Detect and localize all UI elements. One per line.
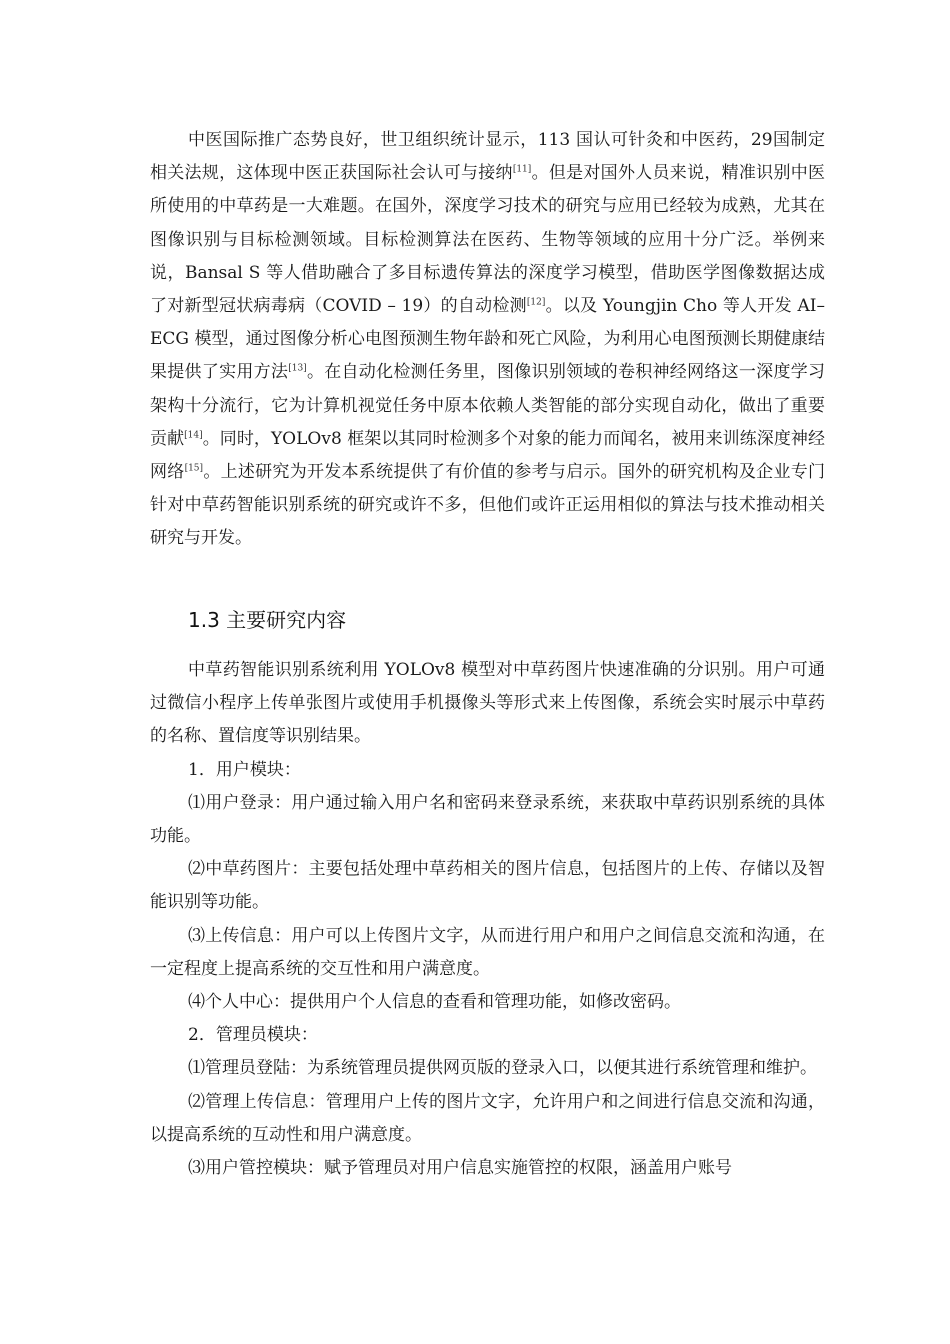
- intro-text-5: 。同时，YOLOv8 框架以其同时检测多个对象的能力而闻名，被用来训练深度神经网络: [150, 428, 825, 483]
- herb-image-item: ⑵中草药图片：主要包括处理中草药相关的图片信息，包括图片的上传、存储以及智能识别等功能。: [150, 859, 825, 913]
- admin-module-heading: 2．管理员模块：: [188, 1025, 318, 1046]
- intro-text-4: 。在自动化检测任务里，图像识别领域的卷积神经网络这一深度学习架构十分流行，它为计算机视觉任务中原本依赖人类智能的部分实现自动化，做出了重要贡献: [150, 362, 826, 449]
- intro-text-1: 中医国际推广态势良好，世卫组织统计显示，113 国认可针灸和中医药，29国制定相关法规，这体现中医正获国际社会认可与接纳: [150, 130, 825, 184]
- citation-12: [12]: [526, 297, 546, 308]
- intro-text-6: 。上述研究为开发本系统提供了有价值的参考与启示。国外的研究机构及企业专门针对中草药智能识别系统的研究或许不多，但他们或许正运用相似的算法与技术推动相关研究与开发。: [150, 462, 826, 549]
- user-module-heading: 1．用户模块：: [188, 759, 301, 780]
- section-heading: 1.3 主要研究内容: [188, 608, 347, 632]
- intro-text-3: 。以及 Youngjin Cho 等人开发 AI–ECG 模型，通过图像分析心电图预测生物年龄和死亡风险，为利用心电图预测长期健康结果提供了实用方法: [150, 296, 825, 383]
- citation-13: [13]: [288, 363, 307, 374]
- citation-15: [15]: [184, 463, 204, 474]
- intro-section: [150, 124, 825, 556]
- intro-paragraph: [150, 124, 825, 556]
- upload-info-item: ⑶上传信息：用户可以上传图片文字，从而进行用户和用户之间信息交流和沟通，在一定程度上提高系统的交互性和用户满意度。: [150, 925, 825, 979]
- personal-center-item: ⑷个人中心：提供用户个人信息的查看和管理功能，如修改密码。: [188, 992, 681, 1013]
- admin-login-item: ⑴管理员登陆：为系统管理员提供网页版的登录入口，以便其进行系统管理和维护。: [188, 1058, 817, 1079]
- user-login-item: ⑴用户登录：用户通过输入用户名和密码来登录系统，来获取中草药识别系统的具体功能。: [150, 792, 825, 847]
- citation-11: [11]: [512, 164, 532, 175]
- user-control-item: ⑶用户管控模块：赋予管理员对用户信息实施管控的权限，涵盖用户账号: [188, 1158, 732, 1179]
- citation-14: [14]: [184, 430, 203, 441]
- intro-text-2: 。但是对国外人员来说，精准识别中医所使用的中草药是一大难题。在国外，深度学习技术的研究与应用已经较为成熟，尤其在图像识别与目标检测领域。目标检测算法在医药、生物等领域的应用十分广泛。举例来说，Bansal S 等人借助融合了多目标遗传算法的深度学习模型，借助医学图像数据达成了对新型冠状病毒病（COVID – 19）的自动检测: [150, 163, 826, 317]
- manage-upload-item: ⑵管理上传信息：管理用户上传的图片文字，允许用户和之间进行信息交流和沟通，以提高系统的互动性和用户满意度。: [150, 1091, 825, 1145]
- section-intro-paragraph: 中草药智能识别系统利用 YOLOv8 模型对中草药图片快速准确的分识别。用户可通过微信小程序上传单张图片或使用手机摄像头等形式来上传图像，系统会实时展示中草药的名称、置信度等识别结果。: [150, 660, 825, 747]
- section-body: [150, 654, 825, 1185]
